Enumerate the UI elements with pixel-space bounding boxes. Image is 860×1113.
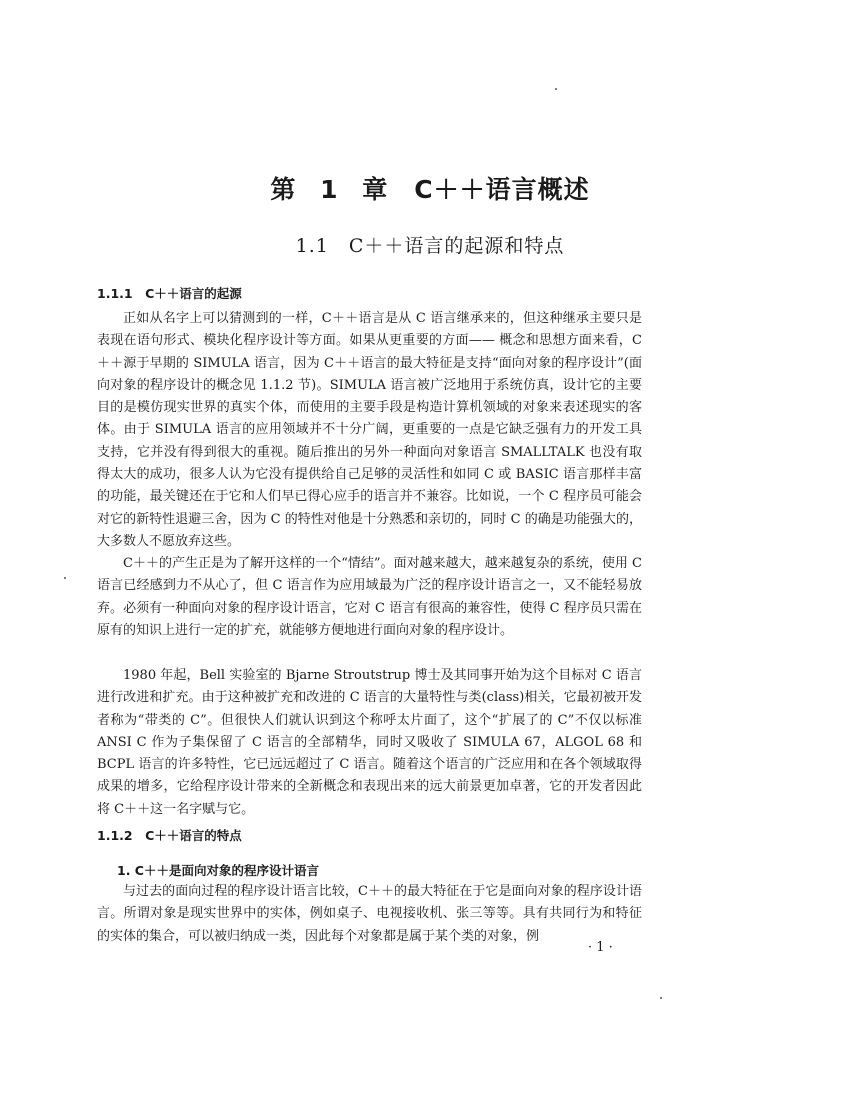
paragraph-origin-1: 正如从名字上可以猜测到的一样，C＋＋语言是从 C 语言继承来的，但这种继承主要只是表现在语句形式、模块化程序设计等方面。如果从更重要的方面—— 概念和思想方面来看，C＋＋源于早期的 SIMULA 语言，因为 C＋＋语言的最大特征是支持“面向对象的程序设计”(面向对象的程序设计的概念见 1.1.2 节)。SIMULA 语言被广泛地用于系统仿真，设计它的主要目的是模仿现实世界的真实个体，而使用的主要手段是构造计算机领域的对象来表述现实的客体。由于 SIMULA 语言的应用领域并不十分广阔，更重要的一点是它缺乏强有力的开发工具支持，它并没有得到很大的重视。随后推出的另外一种面向对象语言 SMALLTALK 也没有取得太大的成功，很多人认为它没有提供给自己足够的灵活性和如同 C 或 BASIC 语言那样丰富的功能，最关键还在于它和人们早已得心应手的语言并不兼容。比如说，一个 C 程序员可能会对它的新特性退避三舍，因为 C 的特性对他是十分熟悉和亲切的，同时 C 的确是功能强大的，大多数人不愿放弃这些。	[97, 311, 642, 549]
section-title: 1.1 C＋＋语言的起源和特点	[295, 235, 565, 257]
paragraph-features-1: 与过去的面向过程的程序设计语言比较，C＋＋的最大特征在于它是面向对象的程序设计语言。所谓对象是现实世界中的实体，例如桌子、电视接收机、张三等等。具有共同行为和特征的实体的集合，可以被归纳成一类，因此每个对象都是属于某个类的对象，例	[97, 884, 642, 944]
scan-speck	[555, 88, 557, 90]
subsection-title-features: 1.1.2 C＋＋语言的特点	[97, 828, 242, 843]
paragraph-origin-2: C＋＋的产生正是为了解开这样的一个“情结”。面对越来越大，越来越复杂的系统，使用 C 语言已经感到力不从心了，但 C 语言作为应用域最为广泛的程序设计语言之一，又不能轻易放弃。必须有一种面向对象的程序设计语言，它对 C 语言有很高的兼容性，使得 C 程序员只需在原有的知识上进行一定的扩充，就能够方便地进行面向对象的程序设计。	[97, 556, 642, 638]
subsection-title-origin: 1.1.1 C＋＋语言的起源	[97, 286, 242, 301]
chapter-title: 第 1 章 C＋＋语言概述	[270, 175, 590, 204]
page-number: · 1 ·	[588, 940, 613, 955]
scan-speck	[64, 577, 66, 579]
paragraph-origin-3: 1980 年起，Bell 实验室的 Bjarne Stroutstrup 博士及其同事开始为这个目标对 C 语言进行改进和扩充。由于这种被扩充和改进的 C 语言的大量特性与类(class)相关，它最初被开发者称为“带类的 C”。但很快人们就认识到这个称呼太片面了，这个“扩展了的 C”不仅以标准 ANSI C 作为子集保留了 C 语言的全部精华，同时又吸收了 SIMULA 67，ALGOL 68 和 BCPL 语言的许多特性，它已远远超过了 C 语言。随着这个语言的广泛应用和在各个领域取得成果的增多，它给程序设计带来的全新概念和表现出来的远大前景更加卓著，它的开发者因此将 C＋＋这一名字赋与它。	[97, 668, 642, 817]
scan-speck	[660, 997, 662, 999]
feature-heading-oop: 1. C＋＋是面向对象的程序设计语言	[117, 863, 319, 878]
